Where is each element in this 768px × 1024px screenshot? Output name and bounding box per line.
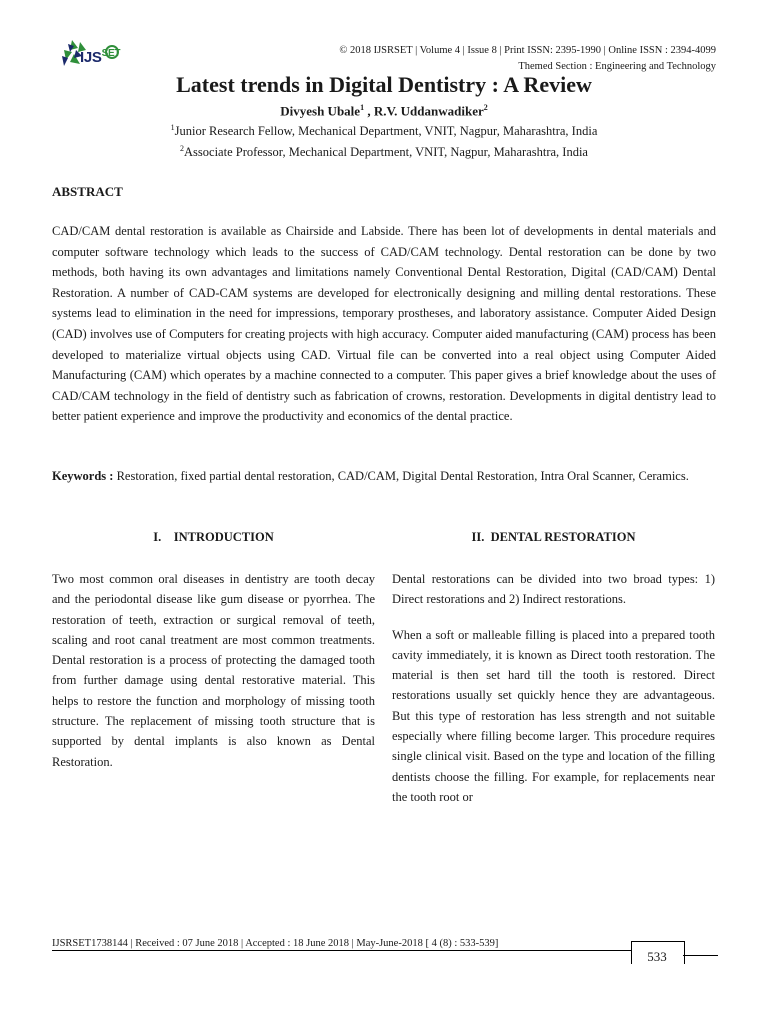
abstract-heading: ABSTRACT <box>52 184 123 199</box>
keywords <box>52 466 716 487</box>
page-number-rule <box>683 955 718 956</box>
section-heading-dental-restoration: II. DENTAL RESTORATION <box>471 530 636 544</box>
footer-citation: IJSRSET1738144 | Received : 07 June 2018 | Accepted : 18 June 2018 | May-June-2018 [ 4 (8) : 533-539] <box>52 938 499 949</box>
keywords-list: Restoration, fixed partial dental restoration, CAD/CAM, Digital Dental Restoration, Intra Oral Scanner, Ceramics. <box>113 469 689 483</box>
author-list: Divyesh Ubale$^1$ , R.V. Uddanwadiker$^2$ <box>280 103 488 119</box>
paper-title: Latest trends in Digital Dentistry : A Review <box>176 72 592 97</box>
dental-restoration-column <box>392 569 715 822</box>
journal-logo-text: $IJS^{SET}$ <box>80 48 121 66</box>
keywords-label: Keywords : <box>52 469 114 483</box>
affiliation-2: $^2$Associate Professor, Mechanical Department, VNIT, Nagpur, Maharashtra, India <box>180 144 588 160</box>
page-number: 533 <box>647 949 667 964</box>
abstract-text: CAD/CAM dental restoration is available as Chairside and Labside. There has been lot of developments in dental materials and computer software technology which leads to the success of CAD/CAM technology. Dental restoration can be done by two methods, both having its own advantages and limitations namely Conventional Dental Restoration, Digital (CAD/CAM) Dental Restoration. A number of CAD-CAM systems are developed for electronically designing and milling dental restorations. These systems lead to elimination in the need for impressions, temporary prostheses, and laboratory assistance. Computer Aided Design (CAD) involves use of Computers for creating projects with high accuracy. Computer aided manufacturing (CAM) process has been developed to materialize virtual objects using CAD. Virtual file can be converted into a real object using Computer Aided Manufacturing (CAM) which operates by a machine connected to a computer. This paper gives a brief knowledge about the uses of CAD/CAM technology in the field of dentistry such as fabrication of crowns, restoration. Developments in digital dentistry lead to better patient experience and improve the productivity and economics of the dental practice. <box>52 224 716 424</box>
journal-meta-line: © 2018 IJSRSET | Volume 4 | Issue 8 | Print ISSN: 2395-1990 | Online ISSN : 2394-4099 <box>339 45 716 56</box>
section-heading-introduction: I. INTRODUCTION <box>153 530 274 544</box>
dental-paragraph-2: When a soft or malleable filling is placed into a prepared tooth cavity immediately, it is known as Direct tooth restoration. The material is then set hard till the tooth is restored. Direct restorations usually set quickly hence they are advantageous. But this type of restoration has less strength and not suitable especially where filling become larger. This procedure requires single clinical visit. Based on the type and location of the filling dentists choose the filling. For example, for replacements near the tooth root or <box>392 627 715 804</box>
footer-rule <box>52 950 632 951</box>
affiliation-1: $^1$Junior Research Fellow, Mechanical Department, VNIT, Nagpur, Maharashtra, India <box>170 123 598 139</box>
introduction-column <box>52 569 375 787</box>
themed-section: Themed Section : Engineering and Technology <box>518 61 716 72</box>
introduction-paragraph: Two most common oral diseases in dentistry are tooth decay and the periodontal disease like gum disease or pyorrhea. The restoration of teeth, extraction or surgical removal of teeth, scaling and root canal treatment are most common treatments. Dental restoration is a process of protecting the damaged tooth from further damage using dental restorative material. This helps to restore the function and morphology of missing tooth structure. The replacement of missing tooth structure that is supported by dental implants is also known as Dental Restoration. <box>52 572 375 769</box>
journal-meta <box>339 43 716 75</box>
dental-paragraph-1: Dental restorations can be divided into two broad types: 1) Direct restorations and 2) Indirect restorations. <box>392 572 715 607</box>
